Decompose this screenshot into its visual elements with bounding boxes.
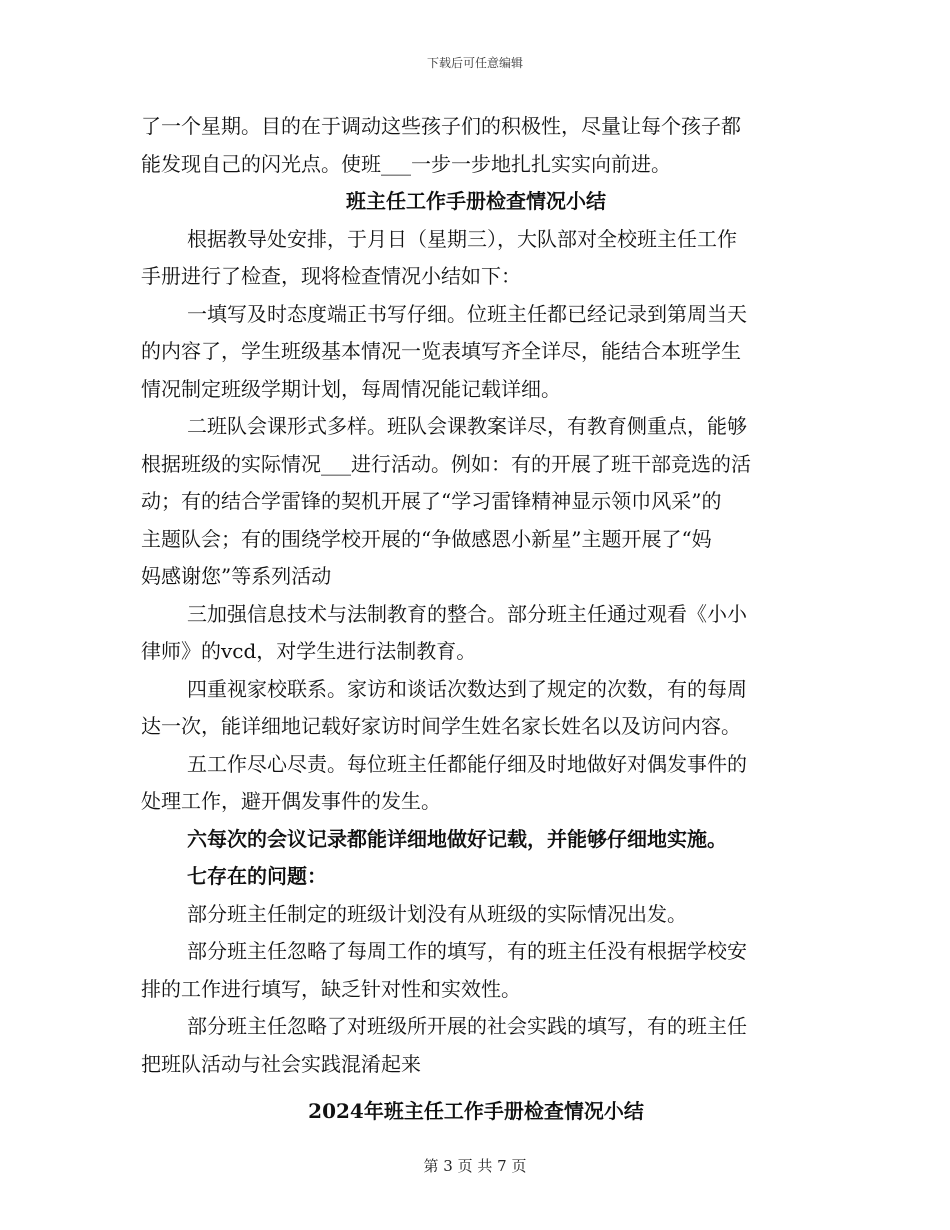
paragraph-line: 三加强信息技术与法制教育的整合。部分班主任通过观看《小小	[187, 601, 747, 626]
paragraph-line: 手册进行了检查，现将检查情况小结如下：	[141, 264, 521, 288]
paragraph-line: 能发现自己的闪光点。使班___一步一步地扎扎实实向前进。	[141, 151, 671, 176]
paragraph-line: 处理工作，避开偶发事件的发生。	[141, 789, 441, 813]
section-title: 2024年班主任工作手册检查情况小结	[308, 1099, 644, 1123]
paragraph-line: 二班队会课形式多样。班队会课教案详尽，有教育侧重点，能够	[187, 414, 747, 438]
paragraph-line: 的内容了，学生班级基本情况一览表填写齐全详尽，能结合本班学生	[141, 339, 741, 363]
section-title: 班主任工作手册检查情况小结	[346, 189, 606, 213]
paragraph-line: 根据班级的实际情况___进行活动。例如：有的开展了班干部竞选的活	[141, 451, 751, 476]
document-body	[141, 108, 811, 1131]
paragraph-line: 根据教导处安排，于月日（星期三），大队部对全校班主任工作	[187, 226, 737, 251]
paragraph-line: 一填写及时态度端正书写仔细。位班主任都已经记录到第周当天	[187, 301, 747, 326]
paragraph-line: 情况制定班级学期计划，每周情况能记载详细。	[141, 376, 561, 401]
paragraph-line: 把班队活动与社会实践混淆起来	[141, 1051, 421, 1076]
bold-heading-line: 七存在的问题：	[187, 864, 327, 888]
paragraph-line: 部分班主任忽略了每周工作的填写，有的班主任没有根据学校安	[187, 939, 747, 963]
paragraph-line: 主题队会；有的围绕学校开展的“争做感恩小新星”主题开展了“妈	[141, 526, 712, 551]
paragraph-line: 部分班主任忽略了对班级所开展的社会实践的填写，有的班主任	[187, 1014, 747, 1038]
paragraph-line: 达一次，能详细地记载好家访时间学生姓名家长姓名以及访问内容。	[141, 714, 741, 738]
paragraph-line: 部分班主任制定的班级计划没有从班级的实际情况出发。	[187, 901, 687, 926]
page-number: 第 3 页 共 7 页	[423, 1157, 527, 1175]
paragraph-line: 四重视家校联系。家访和谈话次数达到了规定的次数，有的每周	[187, 676, 747, 701]
bold-paragraph-line: 六每次的会议记录都能详细地做好记载，并能够仔细地实施。	[187, 826, 727, 851]
paragraph-line: 律师》的vcd，对学生进行法制教育。	[141, 639, 477, 663]
paragraph-line: 排的工作进行填写，缺乏针对性和实效性。	[141, 976, 521, 1001]
paragraph-line: 动；有的结合学雷锋的契机开展了“学习雷锋精神显示领巾风采”的	[141, 489, 722, 513]
paragraph-line: 妈感谢您”等系列活动	[141, 564, 332, 588]
paragraph-line: 了一个星期。目的在于调动这些孩子们的积极性，尽量让每个孩子都	[141, 114, 741, 138]
page-header: 下载后可任意编辑	[426, 56, 523, 70]
paragraph-line: 五工作尽心尽责。每位班主任都能仔细及时地做好对偶发事件的	[187, 751, 747, 776]
